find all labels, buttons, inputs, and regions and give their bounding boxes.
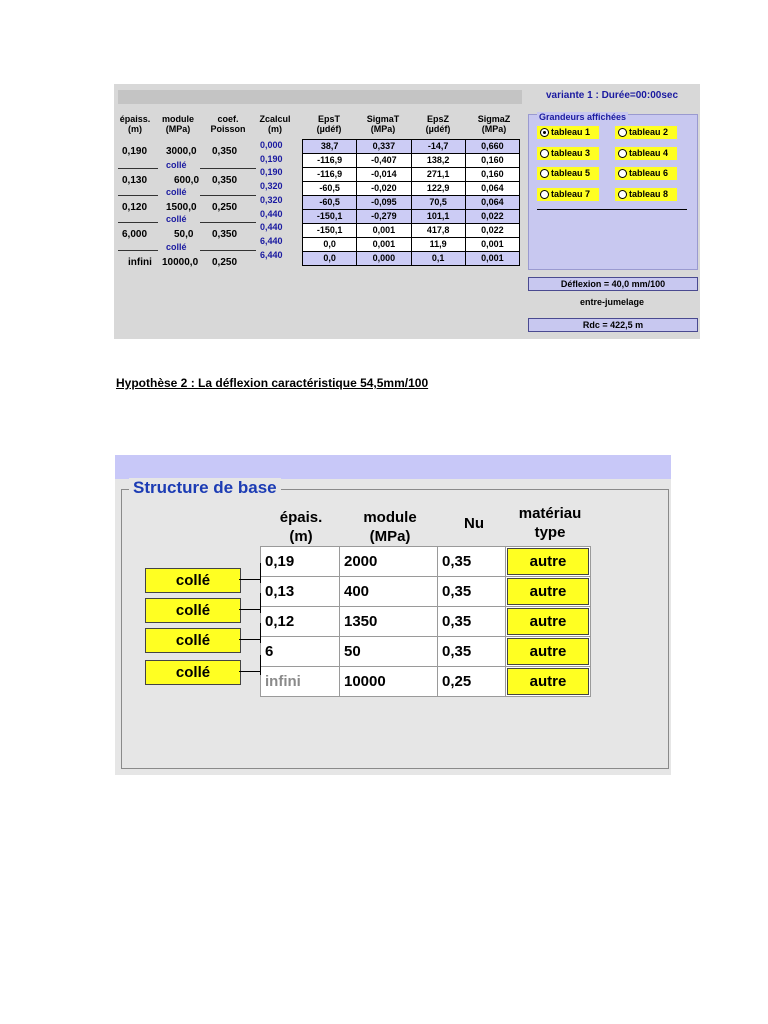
module-cell[interactable]: 50	[340, 637, 438, 667]
epaisseur-cell[interactable]: 0,12	[261, 607, 340, 637]
materiau-button[interactable]: autre	[507, 608, 589, 635]
nu-cell[interactable]: 0,35	[438, 577, 506, 607]
nu-cell[interactable]: 0,25	[438, 667, 506, 697]
rdc-box: Rdc = 422,5 m	[528, 318, 698, 332]
module-cell[interactable]: 2000	[340, 547, 438, 577]
layer-4-module: 50,0	[174, 229, 194, 240]
zcalc-value: 0,190	[260, 154, 283, 164]
header-epaisseur: épais. (m)	[279, 509, 323, 545]
results-panel	[114, 84, 700, 339]
interface-line	[200, 250, 256, 251]
tableau-2-radio[interactable]: tableau 2	[615, 126, 677, 139]
zcalc-value: 0,320	[260, 181, 283, 191]
structure-title: Structure de base	[129, 478, 281, 498]
table-row	[261, 607, 591, 637]
layer-4-epaisseur: 6,000	[122, 229, 148, 240]
variante-label: variante 1 : Durée=00:00sec	[545, 90, 679, 101]
structure-panel	[115, 455, 671, 775]
header-module: module (MPa)	[363, 509, 417, 545]
table-row	[261, 667, 591, 697]
nu-cell[interactable]: 0,35	[438, 637, 506, 667]
header-poisson: coef. Poisson	[210, 114, 246, 134]
materiau-button[interactable]: autre	[507, 668, 589, 695]
table-row	[261, 577, 591, 607]
layer-4-poisson: 0,350	[212, 229, 238, 240]
layer-2-module: 600,0	[174, 175, 200, 186]
connector-line	[239, 609, 261, 610]
tableau-7-radio[interactable]: tableau 7	[537, 188, 599, 201]
tableau-8-radio[interactable]: tableau 8	[615, 188, 677, 201]
epaisseur-cell[interactable]: 6	[261, 637, 340, 667]
header-module: module (MPa)	[161, 114, 194, 134]
layer-3-epaisseur: 0,120	[122, 202, 148, 213]
materiau-cell	[506, 637, 591, 667]
radio-icon	[618, 128, 627, 137]
zcalc-value: 0,320	[260, 195, 283, 205]
radio-icon	[618, 149, 627, 158]
interface-line	[118, 168, 158, 169]
tableau-5-radio[interactable]: tableau 5	[537, 167, 599, 180]
tableau-4-radio[interactable]: tableau 4	[615, 147, 677, 160]
layer-1-module: 3000,0	[166, 146, 197, 157]
connector-line	[260, 655, 261, 675]
results-row: 0,0 0,000 0,1 0,001	[302, 251, 520, 266]
zcalc-value: 0,440	[260, 222, 283, 232]
materiau-button[interactable]: autre	[507, 578, 589, 605]
layer-5-poisson: 0,250	[212, 257, 238, 268]
grandeurs-group	[528, 114, 698, 270]
zcalc-value: 6,440	[260, 250, 283, 260]
header-epst: EpsT (µdéf)	[316, 114, 342, 134]
radio-selected-icon	[540, 128, 549, 137]
interface-1-button[interactable]: collé	[145, 568, 241, 593]
layer-1-poisson: 0,350	[212, 146, 238, 157]
divider	[537, 209, 687, 210]
zcalc-value: 0,440	[260, 209, 283, 219]
results-row: 38,7 0,337 -14,7 0,660	[302, 139, 520, 153]
radio-icon	[618, 190, 627, 199]
connector-line	[239, 579, 261, 580]
materiau-cell	[506, 547, 591, 577]
epaisseur-cell[interactable]: 0,13	[261, 577, 340, 607]
interface-4-button[interactable]: collé	[145, 660, 241, 685]
results-row: -116,9 -0,014 271,1 0,160	[302, 167, 520, 181]
header-zcalcul: Zcalcul (m)	[259, 114, 291, 134]
header-nu: Nu	[464, 515, 484, 532]
layer-3-poisson: 0,250	[212, 202, 238, 213]
materiau-button[interactable]: autre	[507, 638, 589, 665]
tableau-1-radio[interactable]: tableau 1	[537, 126, 599, 139]
nu-cell[interactable]: 0,35	[438, 547, 506, 577]
header-epaisseur: épaiss. (m)	[119, 114, 151, 134]
interface-line	[118, 195, 158, 196]
connector-line	[260, 563, 261, 583]
interface-3-button[interactable]: collé	[145, 628, 241, 653]
epaisseur-cell[interactable]: 0,19	[261, 547, 340, 577]
results-row: 0,0 0,001 11,9 0,001	[302, 237, 520, 251]
zcalc-value: 0,190	[260, 167, 283, 177]
radio-icon	[618, 169, 627, 178]
materiau-button[interactable]: autre	[507, 548, 589, 575]
header-sigmat: SigmaT (MPa)	[366, 114, 400, 134]
materiau-cell	[506, 607, 591, 637]
interface-2-button[interactable]: collé	[145, 598, 241, 623]
connector-line	[260, 593, 261, 613]
layer-3-module: 1500,0	[166, 202, 197, 213]
connector-line	[239, 671, 261, 672]
hypothese-heading: Hypothèse 2 : La déflexion caractéristique 54,5mm/100	[116, 376, 429, 390]
header-materiau: matériau type	[518, 505, 582, 541]
module-cell[interactable]: 10000	[340, 667, 438, 697]
results-row: -60,5 -0,020 122,9 0,064	[302, 181, 520, 195]
interface-line	[118, 250, 158, 251]
interface-1-label: collé	[166, 160, 187, 170]
interface-line	[200, 168, 256, 169]
entre-jumelage-label: entre-jumelage	[579, 297, 645, 307]
layer-1-epaisseur: 0,190	[122, 146, 148, 157]
layer-2-epaisseur: 0,130	[122, 175, 148, 186]
connector-line	[239, 639, 261, 640]
title-bar	[118, 90, 522, 104]
header-epsz: EpsZ (µdéf)	[425, 114, 451, 134]
radio-icon	[540, 190, 549, 199]
table-row	[261, 637, 591, 667]
title-bar	[115, 455, 671, 479]
interface-4-label: collé	[166, 242, 187, 252]
layer-5-epaisseur: infini	[128, 257, 152, 268]
materiau-cell	[506, 667, 591, 697]
radio-icon	[540, 169, 549, 178]
interface-line	[118, 222, 158, 223]
grandeurs-title: Grandeurs affichées	[539, 112, 627, 122]
tableau-6-radio[interactable]: tableau 6	[615, 167, 677, 180]
interface-line	[200, 195, 256, 196]
interface-2-label: collé	[166, 187, 187, 197]
header-sigmaz: SigmaZ (MPa)	[477, 114, 511, 134]
results-row: -116,9 -0,407 138,2 0,160	[302, 153, 520, 167]
table-row	[261, 547, 591, 577]
radio-icon	[540, 149, 549, 158]
zcalc-value: 0,000	[260, 140, 283, 150]
results-grid	[302, 139, 520, 266]
module-cell[interactable]: 400	[340, 577, 438, 607]
tableau-3-radio[interactable]: tableau 3	[537, 147, 599, 160]
structure-table	[260, 546, 591, 697]
materiau-cell	[506, 577, 591, 607]
connector-line	[260, 623, 261, 643]
zcalc-value: 6,440	[260, 236, 283, 246]
results-row: -150,1 -0,279 101,1 0,022	[302, 209, 520, 223]
layer-2-poisson: 0,350	[212, 175, 238, 186]
module-cell[interactable]: 1350	[340, 607, 438, 637]
results-row: -60,5 -0,095 70,5 0,064	[302, 195, 520, 209]
interface-line	[200, 222, 256, 223]
results-row: -150,1 0,001 417,8 0,022	[302, 223, 520, 237]
layer-5-module: 10000,0	[162, 257, 199, 268]
epaisseur-cell[interactable]: infini	[261, 667, 340, 697]
deflexion-box: Déflexion = 40,0 mm/100	[528, 277, 698, 291]
interface-3-label: collé	[166, 214, 187, 224]
nu-cell[interactable]: 0,35	[438, 607, 506, 637]
